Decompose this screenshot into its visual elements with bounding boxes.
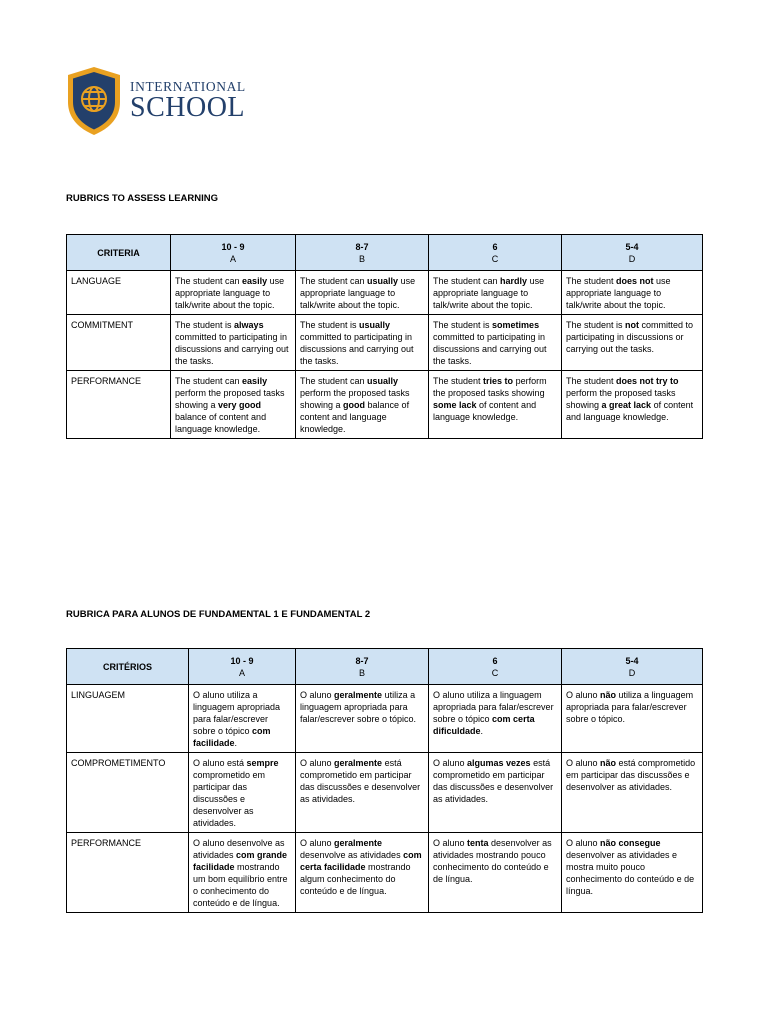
descriptor-text: The student bbox=[433, 376, 484, 386]
descriptor-text: O aluno utiliza a linguagem apropriada para falar/escrever sobre o tópico bbox=[193, 690, 281, 736]
descriptor-cell bbox=[189, 753, 296, 833]
descriptor-cell bbox=[562, 371, 703, 439]
criterion-cell bbox=[67, 753, 189, 833]
descriptor-text: O aluno desenvolve as atividades bbox=[193, 838, 285, 860]
descriptor-text: use appropriate language to talk/write about the topic. bbox=[566, 276, 671, 310]
criterion-cell bbox=[67, 685, 189, 753]
grade-header bbox=[171, 235, 296, 271]
descriptor-text: perform the proposed tasks showing a bbox=[175, 388, 285, 410]
criterion-label: LANGUAGE bbox=[71, 276, 122, 286]
descriptor-cell bbox=[296, 271, 429, 315]
descriptor-cell bbox=[562, 833, 703, 913]
header-grade-letter: B bbox=[358, 667, 365, 678]
header-grade-letter: C bbox=[491, 667, 499, 678]
descriptor-emphasis: usually bbox=[367, 376, 399, 386]
descriptor-text: The student can bbox=[175, 276, 243, 286]
descriptor-emphasis: not bbox=[625, 320, 640, 330]
descriptor-text: O aluno está bbox=[193, 758, 247, 768]
header-score: 6 bbox=[492, 241, 498, 252]
descriptor-text: The student bbox=[566, 376, 617, 386]
grade-header bbox=[562, 649, 703, 685]
descriptor-cell bbox=[429, 371, 562, 439]
header-grade-letter: D bbox=[628, 253, 636, 264]
descriptor-text: of content and language knowledge. bbox=[566, 400, 694, 422]
logo-wordmark bbox=[130, 80, 246, 123]
descriptor-text: perform the proposed tasks showing bbox=[566, 388, 676, 410]
descriptor-text: O aluno bbox=[433, 838, 468, 848]
table-row bbox=[67, 371, 703, 439]
descriptor-cell bbox=[429, 833, 562, 913]
descriptor-text: of content and language knowledge. bbox=[433, 400, 537, 422]
descriptor-emphasis: não consegue bbox=[600, 838, 661, 848]
criterion-cell bbox=[67, 315, 171, 371]
header-grade-letter: C bbox=[491, 253, 499, 264]
header-grade-letter: B bbox=[358, 253, 365, 264]
descriptor-text: use appropriate language to talk/write about the topic. bbox=[300, 276, 416, 310]
descriptor-text: comprometido em participar das discussões e desenvolver as atividades. bbox=[193, 770, 266, 828]
school-logo bbox=[66, 66, 246, 136]
grade-header bbox=[429, 235, 562, 271]
rubric-table-english bbox=[66, 234, 703, 439]
descriptor-emphasis: hardly bbox=[500, 276, 528, 286]
rubric-table-portuguese bbox=[66, 648, 703, 913]
descriptor-text: perform the proposed tasks showing bbox=[433, 376, 547, 398]
criterion-cell bbox=[67, 833, 189, 913]
descriptor-emphasis: geralmente bbox=[334, 838, 383, 848]
descriptor-emphasis: usually bbox=[367, 276, 399, 286]
descriptor-cell bbox=[189, 685, 296, 753]
grade-header bbox=[562, 235, 703, 271]
descriptor-emphasis: usually bbox=[359, 320, 391, 330]
criteria-header bbox=[67, 649, 189, 685]
descriptor-emphasis: sometimes bbox=[492, 320, 540, 330]
descriptor-text: use appropriate language to talk/write about the topic. bbox=[175, 276, 285, 310]
table-row bbox=[67, 315, 703, 371]
header-score: CRITERIA bbox=[97, 247, 140, 258]
descriptor-text: O aluno bbox=[566, 758, 601, 768]
criterion-label: PERFORMANCE bbox=[71, 376, 142, 386]
descriptor-text: utiliza a linguagem apropriada para falar/escrever sobre o tópico. bbox=[300, 690, 417, 724]
descriptor-cell bbox=[296, 833, 429, 913]
criteria-header bbox=[67, 235, 171, 271]
descriptor-text: The student can bbox=[433, 276, 501, 286]
descriptor-text: The student is bbox=[175, 320, 235, 330]
criterion-label: LINGUAGEM bbox=[71, 690, 126, 700]
descriptor-emphasis: com certa dificuldade bbox=[433, 714, 535, 736]
descriptor-cell bbox=[429, 315, 562, 371]
descriptor-text: desenvolver as atividades e mostra muito pouco conhecimento do conteúdo e de língua. bbox=[566, 850, 695, 896]
descriptor-text: O aluno bbox=[300, 690, 335, 700]
criterion-label: COMMITMENT bbox=[71, 320, 133, 330]
grade-header bbox=[189, 649, 296, 685]
descriptor-cell bbox=[429, 685, 562, 753]
shield-globe-icon bbox=[66, 66, 122, 136]
descriptor-emphasis: does not try to bbox=[616, 376, 679, 386]
header-grade-letter: D bbox=[628, 667, 636, 678]
descriptor-emphasis: geralmente bbox=[334, 758, 383, 768]
descriptor-emphasis: com grande facilidade bbox=[193, 850, 288, 872]
header-score: 6 bbox=[492, 655, 498, 666]
criterion-label: PERFORMANCE bbox=[71, 838, 142, 848]
header-grade-letter: A bbox=[238, 667, 245, 678]
criterion-cell bbox=[67, 271, 171, 315]
table1-header-row bbox=[67, 235, 703, 271]
descriptor-cell bbox=[562, 271, 703, 315]
descriptor-cell bbox=[562, 315, 703, 371]
descriptor-text: O aluno bbox=[566, 690, 601, 700]
descriptor-text: O aluno bbox=[300, 838, 335, 848]
descriptor-text: O aluno bbox=[566, 838, 601, 848]
descriptor-cell bbox=[429, 753, 562, 833]
table-row bbox=[67, 271, 703, 315]
descriptor-text: The student is bbox=[300, 320, 360, 330]
descriptor-text: committed to participating in discussions or carrying out the tasks. bbox=[566, 320, 694, 354]
criterion-label: COMPROMETIMENTO bbox=[71, 758, 166, 768]
header-score: 5-4 bbox=[625, 655, 639, 666]
table1-title: RUBRICS TO ASSESS LEARNING bbox=[66, 193, 219, 204]
descriptor-cell bbox=[296, 315, 429, 371]
descriptor-text: . bbox=[480, 726, 484, 736]
descriptor-text: desenvolver as atividades mostrando pouco conhecimento do conteúdo e de língua. bbox=[433, 838, 552, 884]
descriptor-text: está comprometido em participar das discussões e desenvolver as atividades. bbox=[566, 758, 696, 792]
descriptor-emphasis: some lack bbox=[433, 400, 477, 410]
descriptor-emphasis: good bbox=[343, 400, 366, 410]
header-score: 8-7 bbox=[355, 241, 369, 252]
descriptor-text: The student can bbox=[175, 376, 243, 386]
grade-header bbox=[296, 649, 429, 685]
descriptor-text: O aluno bbox=[433, 758, 468, 768]
descriptor-text: O aluno bbox=[300, 758, 335, 768]
descriptor-emphasis: does not bbox=[616, 276, 654, 286]
descriptor-text: committed to participating in discussions and carrying out the tasks. bbox=[175, 332, 289, 366]
descriptor-cell bbox=[296, 371, 429, 439]
criterion-cell bbox=[67, 371, 171, 439]
descriptor-cell bbox=[171, 271, 296, 315]
descriptor-text: committed to participating in discussions and carrying out the tasks. bbox=[300, 332, 414, 366]
descriptor-emphasis: easily bbox=[242, 276, 268, 286]
descriptor-cell bbox=[562, 685, 703, 753]
descriptor-emphasis: algumas vezes bbox=[467, 758, 531, 768]
logo-line-international: INTERNATIONAL bbox=[130, 78, 246, 94]
descriptor-cell bbox=[562, 753, 703, 833]
descriptor-text: use appropriate language to talk/write about the topic. bbox=[433, 276, 545, 310]
descriptor-text: The student is bbox=[433, 320, 493, 330]
descriptor-emphasis: a great lack bbox=[601, 400, 652, 410]
descriptor-text: está comprometido em participar das discussões e desenvolver as atividades. bbox=[300, 758, 421, 804]
descriptor-text: The student bbox=[566, 276, 617, 286]
descriptor-text: perform the proposed tasks showing a bbox=[300, 388, 410, 410]
descriptor-emphasis: tries to bbox=[483, 376, 514, 386]
table-row bbox=[67, 685, 703, 753]
grade-header bbox=[429, 649, 562, 685]
header-score: 10 - 9 bbox=[230, 655, 254, 666]
descriptor-emphasis: sempre bbox=[246, 758, 279, 768]
descriptor-text: The student can bbox=[300, 376, 368, 386]
table-row bbox=[67, 753, 703, 833]
descriptor-emphasis: geralmente bbox=[334, 690, 383, 700]
header-score: 8-7 bbox=[355, 655, 369, 666]
descriptor-emphasis: very good bbox=[218, 400, 262, 410]
descriptor-text: balance of content and language knowledge. bbox=[300, 400, 410, 434]
header-score: CRITÉRIOS bbox=[102, 661, 152, 672]
descriptor-cell bbox=[429, 271, 562, 315]
descriptor-text: desenvolve as atividades bbox=[300, 850, 404, 860]
descriptor-text: The student is bbox=[566, 320, 626, 330]
header-grade-letter: A bbox=[229, 253, 236, 264]
descriptor-cell bbox=[296, 753, 429, 833]
descriptor-emphasis: não bbox=[600, 690, 617, 700]
logo-line-school: SCHOOL bbox=[130, 92, 246, 124]
descriptor-cell bbox=[171, 371, 296, 439]
descriptor-emphasis: tenta bbox=[467, 838, 489, 848]
descriptor-emphasis: always bbox=[234, 320, 264, 330]
header-score: 5-4 bbox=[625, 241, 639, 252]
table-row bbox=[67, 833, 703, 913]
descriptor-text: mostrando um bom equilíbrio entre o conhecimento do conteúdo e de língua. bbox=[193, 862, 288, 908]
descriptor-text: está comprometido em participar das discussões e desenvolver as atividades. bbox=[433, 758, 554, 804]
table2-header-row bbox=[67, 649, 703, 685]
descriptor-text: . bbox=[234, 738, 238, 748]
descriptor-text: utiliza a linguagem apropriada para falar/escrever sobre o tópico. bbox=[566, 690, 694, 724]
header-score: 10 - 9 bbox=[221, 241, 245, 252]
descriptor-text: balance of content and language knowledge. bbox=[175, 412, 267, 434]
descriptor-text: O aluno utiliza a linguagem apropriada para falar/escrever sobre o tópico bbox=[433, 690, 554, 724]
descriptor-emphasis: easily bbox=[242, 376, 268, 386]
descriptor-emphasis: com certa facilidade bbox=[300, 850, 422, 872]
descriptor-emphasis: não bbox=[600, 758, 617, 768]
descriptor-cell bbox=[296, 685, 429, 753]
descriptor-text: The student can bbox=[300, 276, 368, 286]
grade-header bbox=[296, 235, 429, 271]
table2-title: RUBRICA PARA ALUNOS DE FUNDAMENTAL 1 E FUNDAMENTAL 2 bbox=[66, 609, 371, 620]
descriptor-text: committed to participating in discussions and carrying out the tasks. bbox=[433, 332, 547, 366]
descriptor-emphasis: com facilidade bbox=[193, 726, 271, 748]
descriptor-text: mostrando algum conhecimento do conteúdo e de língua. bbox=[300, 862, 411, 896]
descriptor-cell bbox=[171, 315, 296, 371]
descriptor-cell bbox=[189, 833, 296, 913]
